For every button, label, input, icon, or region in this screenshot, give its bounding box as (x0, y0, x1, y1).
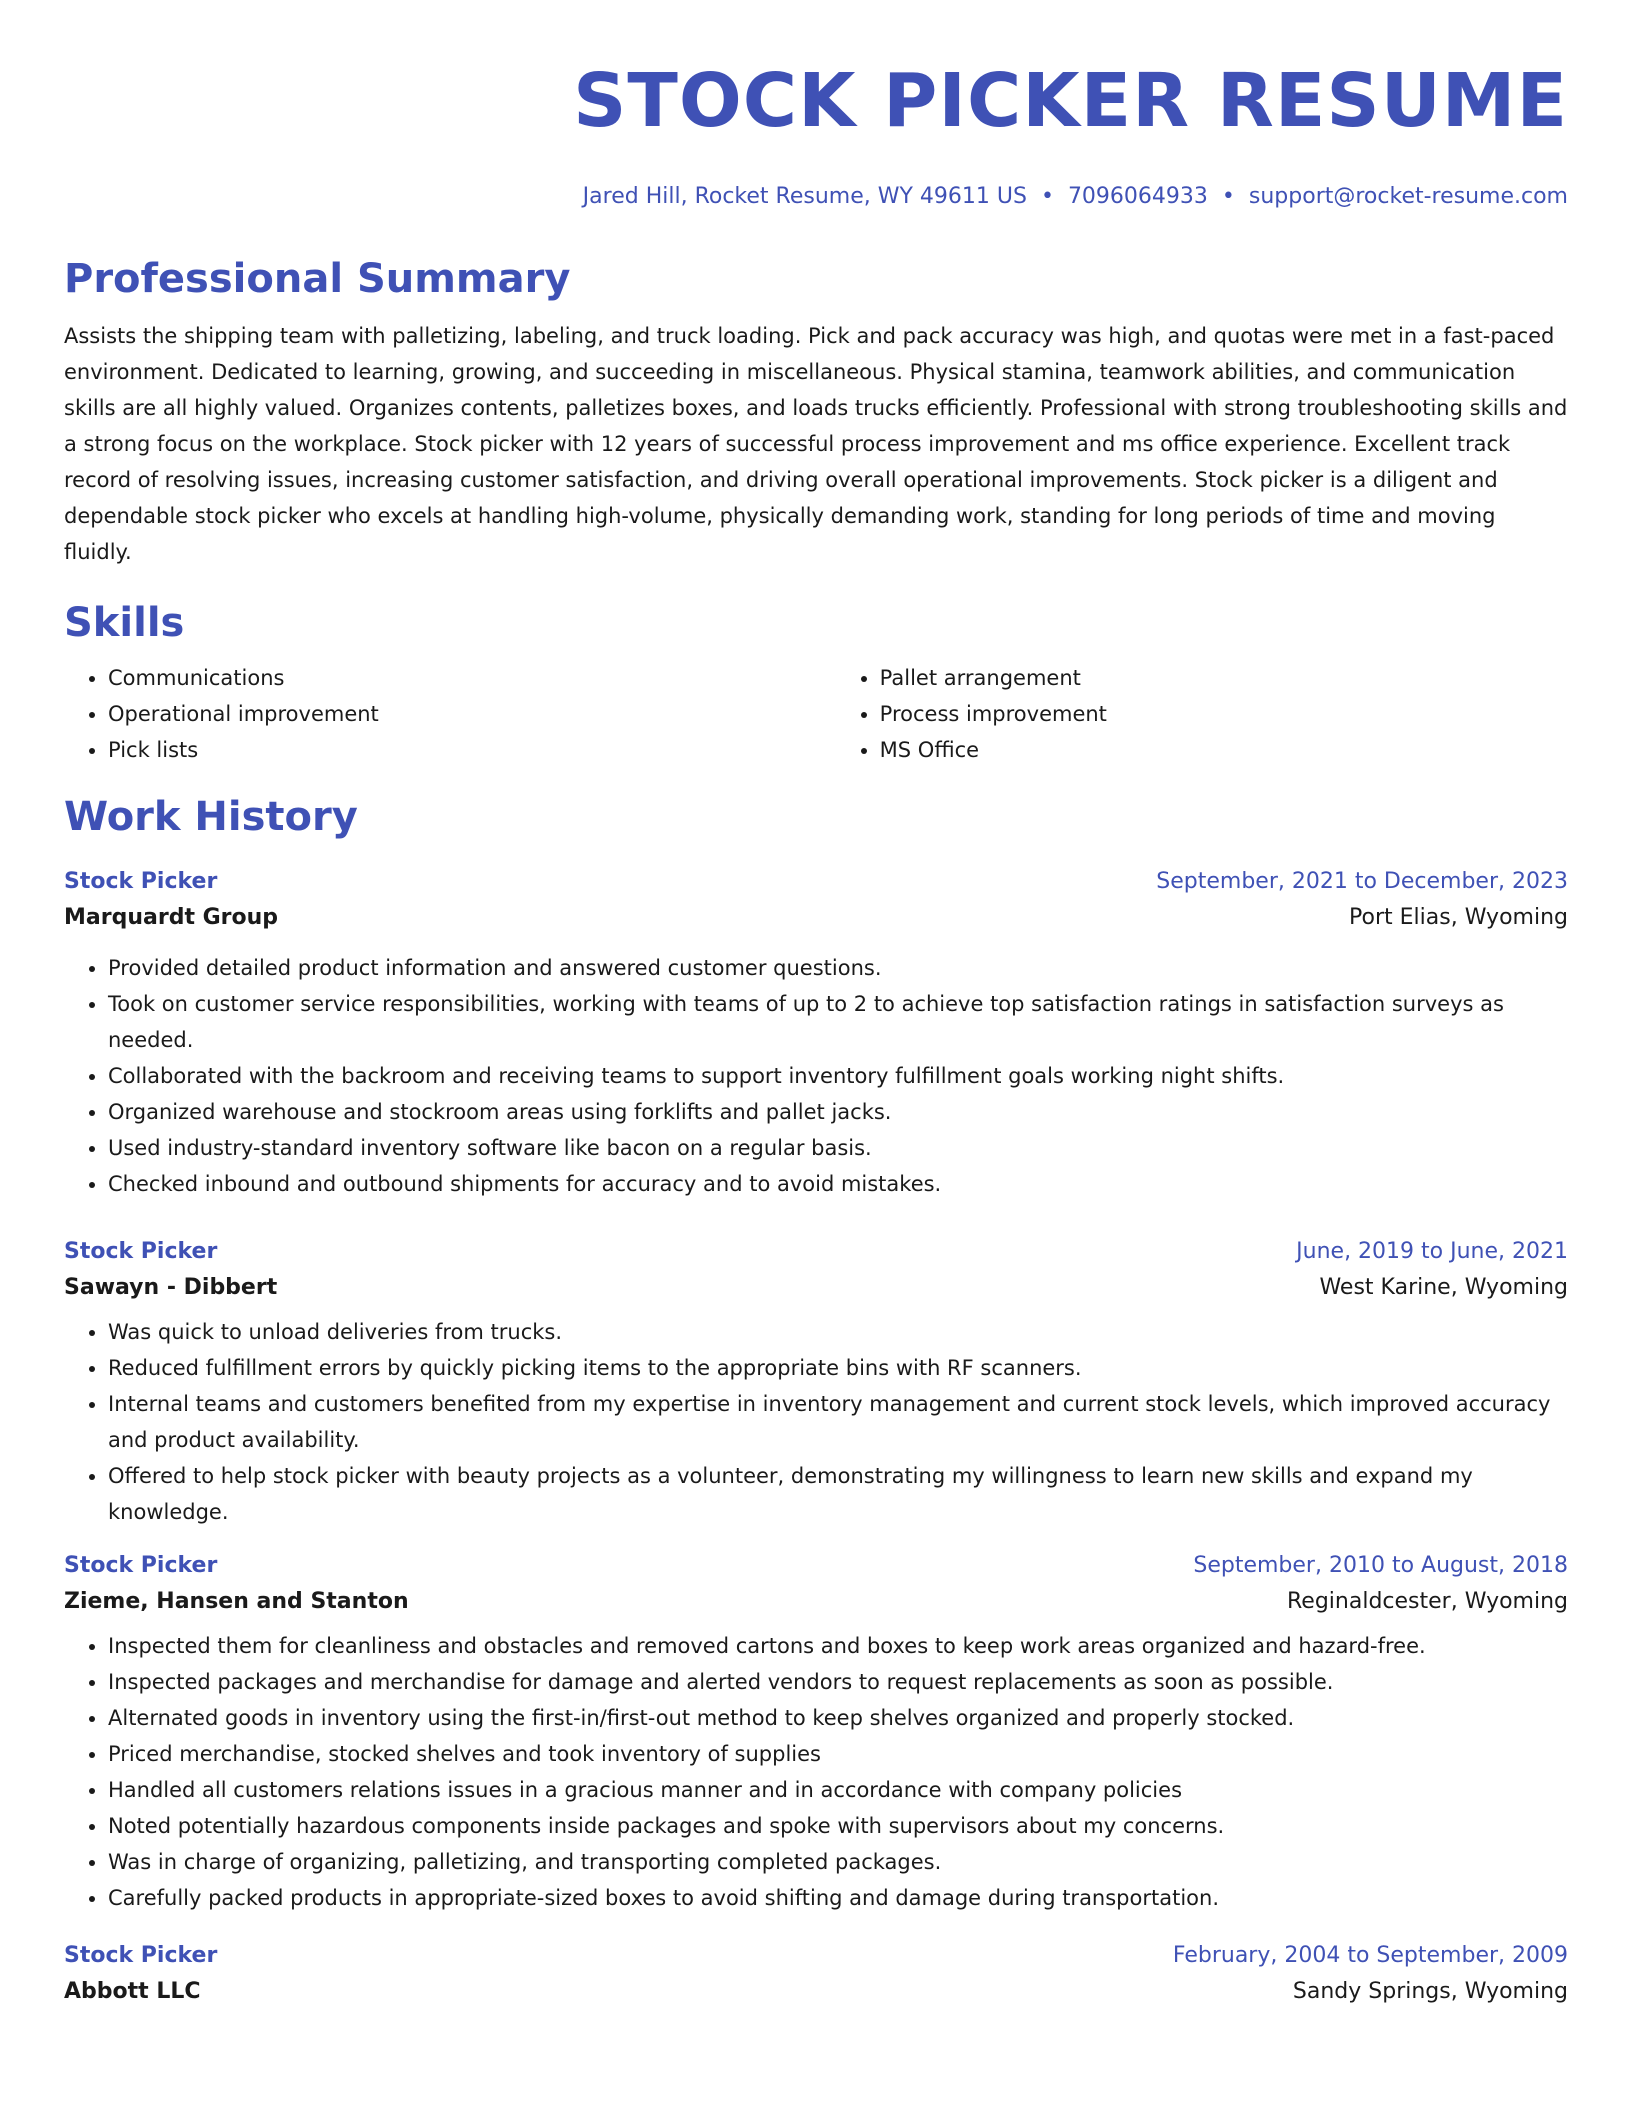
job-bullets (64, 1628, 1568, 1916)
job-company-row (64, 900, 1568, 936)
job-company: Abbott LLC (64, 1979, 201, 2004)
contact-phone: 7096064933 (1067, 184, 1208, 209)
job-bullet: • Took on customer service responsibilities, working with teams of up to 2 to achieve top satisfaction ratings in satisfaction surveys as needed. (108, 986, 1568, 1058)
job-bullets (64, 950, 1568, 1202)
job-bullet: • Carefully packed products in appropriate-sized boxes to avoid shifting and damage during transportation. (108, 1880, 1568, 1916)
job-header-row (64, 1938, 1568, 1974)
job-title: Stock Picker (64, 1239, 218, 1264)
job-entry (64, 1938, 1568, 2010)
job-bullet: • Inspected them for cleanliness and obstacles and removed cartons and boxes to keep work areas organized and hazard-free. (108, 1628, 1568, 1664)
job-title: Stock Picker (64, 1553, 218, 1578)
job-bullet: • Priced merchandise, stocked shelves and took inventory of supplies (108, 1736, 1568, 1772)
job-entry (64, 864, 1568, 1202)
job-location: Sandy Springs, Wyoming (1292, 1979, 1568, 2004)
skill-item: • Pick lists (108, 732, 836, 768)
summary-text: Assists the shipping team with palletizing, labeling, and truck loading. Pick and pack accuracy was high, and quotas were met in a fast-paced environment. Dedicated to learning, growing, and succeeding in miscellaneous. Physical stamina, teamwork abilities, and communication skills are all highly valued. Organizes contents, palletizes boxes, and loads trucks efficiently. Professional with strong troubleshooting skills and a strong focus on the workplace. Stock picker with 12 years of successful process improvement and ms office experience. Excellent track record of resolving issues, increasing customer satisfaction, and driving overall operational improvements. Stock picker is a diligent and dependable stock picker who excels at handling high-volume, physically demanding work, standing for long periods of time and moving fluidly. (64, 324, 1568, 564)
job-bullet: • Provided detailed product information and answered customer questions. (108, 950, 1568, 986)
job-title: Stock Picker (64, 869, 218, 894)
job-entry (64, 1234, 1568, 1530)
job-bullet: • Internal teams and customers benefited from my expertise in inventory management and current stock levels, which improved accuracy and product availability. (108, 1386, 1568, 1458)
job-location: Port Elias, Wyoming (1349, 905, 1568, 930)
job-bullet: • Alternated goods in inventory using the first-in/first-out method to keep shelves organized and properly stocked. (108, 1700, 1568, 1736)
job-dates: February, 2004 to September, 2009 (1172, 1943, 1568, 1968)
job-bullet: • Was in charge of organizing, palletizing, and transporting completed packages. (108, 1844, 1568, 1880)
skills-heading: Skills (64, 600, 185, 646)
summary-heading: Professional Summary (64, 256, 571, 302)
contact-line (64, 182, 1568, 212)
job-bullet: • Offered to help stock picker with beauty projects as a volunteer, demonstrating my willingness to learn new skills and expand my knowledge. (108, 1458, 1568, 1530)
job-dates: September, 2010 to August, 2018 (1193, 1553, 1568, 1578)
contact-separator: • (1040, 184, 1054, 209)
skills-column-left (64, 660, 836, 768)
skills-column-right (836, 660, 1568, 768)
job-dates: September, 2021 to December, 2023 (1156, 869, 1568, 894)
job-bullet: • Organized warehouse and stockroom areas using forklifts and pallet jacks. (108, 1094, 1568, 1130)
job-bullet: • Handled all customers relations issues in a gracious manner and in accordance with company policies (108, 1772, 1568, 1808)
job-bullet: • Inspected packages and merchandise for damage and alerted vendors to request replacements as soon as possible. (108, 1664, 1568, 1700)
job-bullets (64, 1314, 1568, 1530)
job-dates: June, 2019 to June, 2021 (1296, 1239, 1568, 1264)
job-company-row (64, 1974, 1568, 2010)
job-company-row (64, 1270, 1568, 1306)
skill-item: • Operational improvement (108, 696, 836, 732)
skill-item: • Pallet arrangement (880, 660, 1568, 696)
job-company: Sawayn - Dibbert (64, 1275, 278, 1300)
job-header-row (64, 1234, 1568, 1270)
job-bullet: • Noted potentially hazardous components inside packages and spoke with supervisors about my concerns. (108, 1808, 1568, 1844)
contact-email: support@rocket-resume.com (1248, 184, 1568, 209)
job-bullet: • Reduced fulfillment errors by quickly picking items to the appropriate bins with RF scanners. (108, 1350, 1568, 1386)
job-bullet: • Used industry-standard inventory software like bacon on a regular basis. (108, 1130, 1568, 1166)
skill-item: • Process improvement (880, 696, 1568, 732)
job-header-row (64, 864, 1568, 900)
job-bullet: • Was quick to unload deliveries from trucks. (108, 1314, 1568, 1350)
job-title: Stock Picker (64, 1943, 218, 1968)
job-location: West Karine, Wyoming (1319, 1275, 1568, 1300)
contact-separator: • (1221, 184, 1235, 209)
skill-item: • MS Office (880, 732, 1568, 768)
job-company: Zieme, Hansen and Stanton (64, 1589, 409, 1614)
job-bullet: • Collaborated with the backroom and receiving teams to support inventory fulfillment goals working night shifts. (108, 1058, 1568, 1094)
job-header-row (64, 1548, 1568, 1584)
job-bullet: • Checked inbound and outbound shipments for accuracy and to avoid mistakes. (108, 1166, 1568, 1202)
job-company-row (64, 1584, 1568, 1620)
job-company: Marquardt Group (64, 905, 279, 930)
skills-list (64, 660, 1568, 768)
job-location: Reginaldcester, Wyoming (1287, 1589, 1568, 1614)
contact-address: Jared Hill, Rocket Resume, WY 49611 US (582, 184, 1027, 209)
resume-title: STOCK PICKER RESUME (573, 58, 1568, 144)
work-history-heading: Work History (64, 794, 358, 840)
job-entry (64, 1548, 1568, 1916)
skill-item: • Communications (108, 660, 836, 696)
